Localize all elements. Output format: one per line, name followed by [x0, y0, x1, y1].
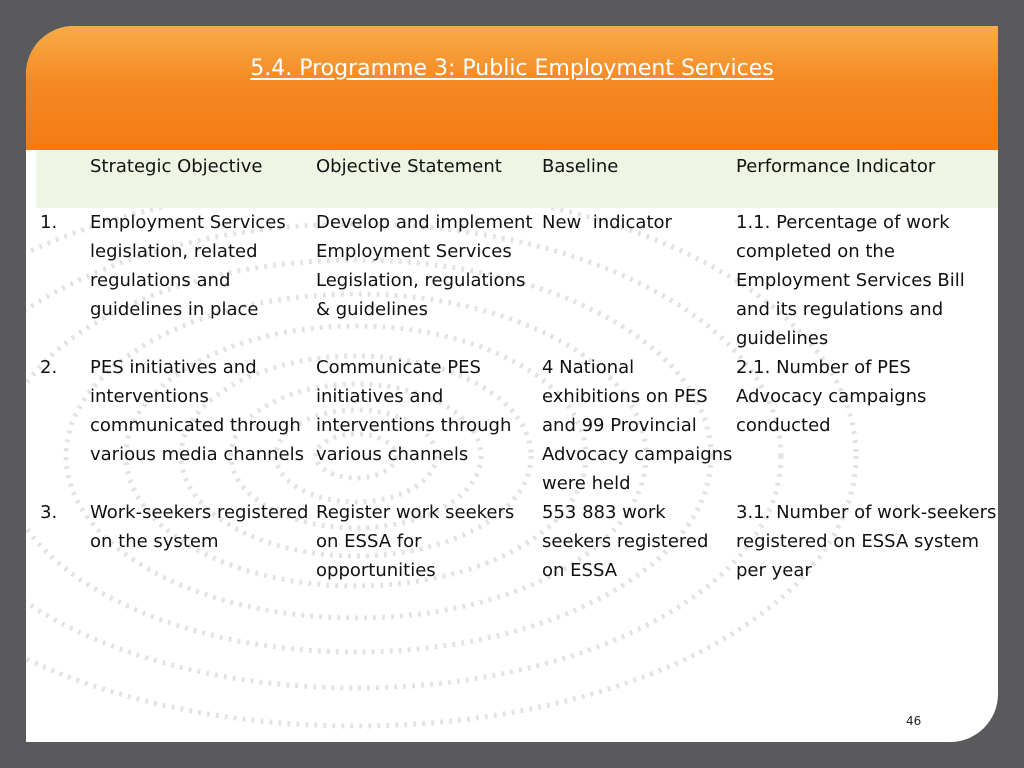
- header-objective-statement: Objective Statement: [316, 156, 502, 177]
- row-number: 2.: [40, 357, 58, 378]
- table-row: [36, 208, 998, 353]
- cell-performance-indicator: 2.1. Number of PES Advocacy campaigns conducted: [736, 357, 927, 436]
- programme-table: [36, 150, 998, 585]
- row-number: 3.: [40, 502, 58, 523]
- table-row: [36, 353, 998, 498]
- cell-strategic-objective: Work-seekers registered on the system: [90, 502, 309, 552]
- header-strategic-objective: Strategic Objective: [90, 156, 263, 177]
- cell-performance-indicator: 3.1. Number of work-seekers registered on ESSA system per year: [736, 502, 997, 581]
- slide: [26, 26, 998, 742]
- slide-title: 5.4. Programme 3: Public Employment Services: [250, 56, 774, 81]
- cell-baseline: 553 883 work seekers registered on ESSA: [542, 502, 709, 581]
- header-performance-indicator: Performance Indicator: [736, 156, 936, 177]
- table-row: [36, 498, 998, 585]
- cell-performance-indicator: 1.1. Percentage of work completed on the Employment Services Bill and its regulations and guidelines: [736, 212, 965, 349]
- cell-baseline: New indicator: [542, 212, 672, 233]
- cell-baseline: 4 National exhibitions on PES and 99 Provincial Advocacy campaigns were held: [542, 357, 733, 494]
- table-header-row: [36, 150, 998, 208]
- cell-objective-statement: Develop and implement Employment Services Legislation, regulations & guidelines: [316, 212, 533, 320]
- header-number: [36, 150, 90, 208]
- title-banner: [26, 26, 998, 150]
- cell-strategic-objective: PES initiatives and interventions communicated through various media channels: [90, 357, 304, 465]
- cell-strategic-objective: Employment Services legislation, related regulations and guidelines in place: [90, 212, 286, 320]
- cell-objective-statement: Register work seekers on ESSA for opportunities: [316, 502, 515, 581]
- cell-objective-statement: Communicate PES initiatives and interventions through various channels: [316, 357, 512, 465]
- row-number: 1.: [40, 212, 58, 233]
- header-baseline: Baseline: [542, 156, 619, 177]
- page-number: 46: [906, 714, 922, 728]
